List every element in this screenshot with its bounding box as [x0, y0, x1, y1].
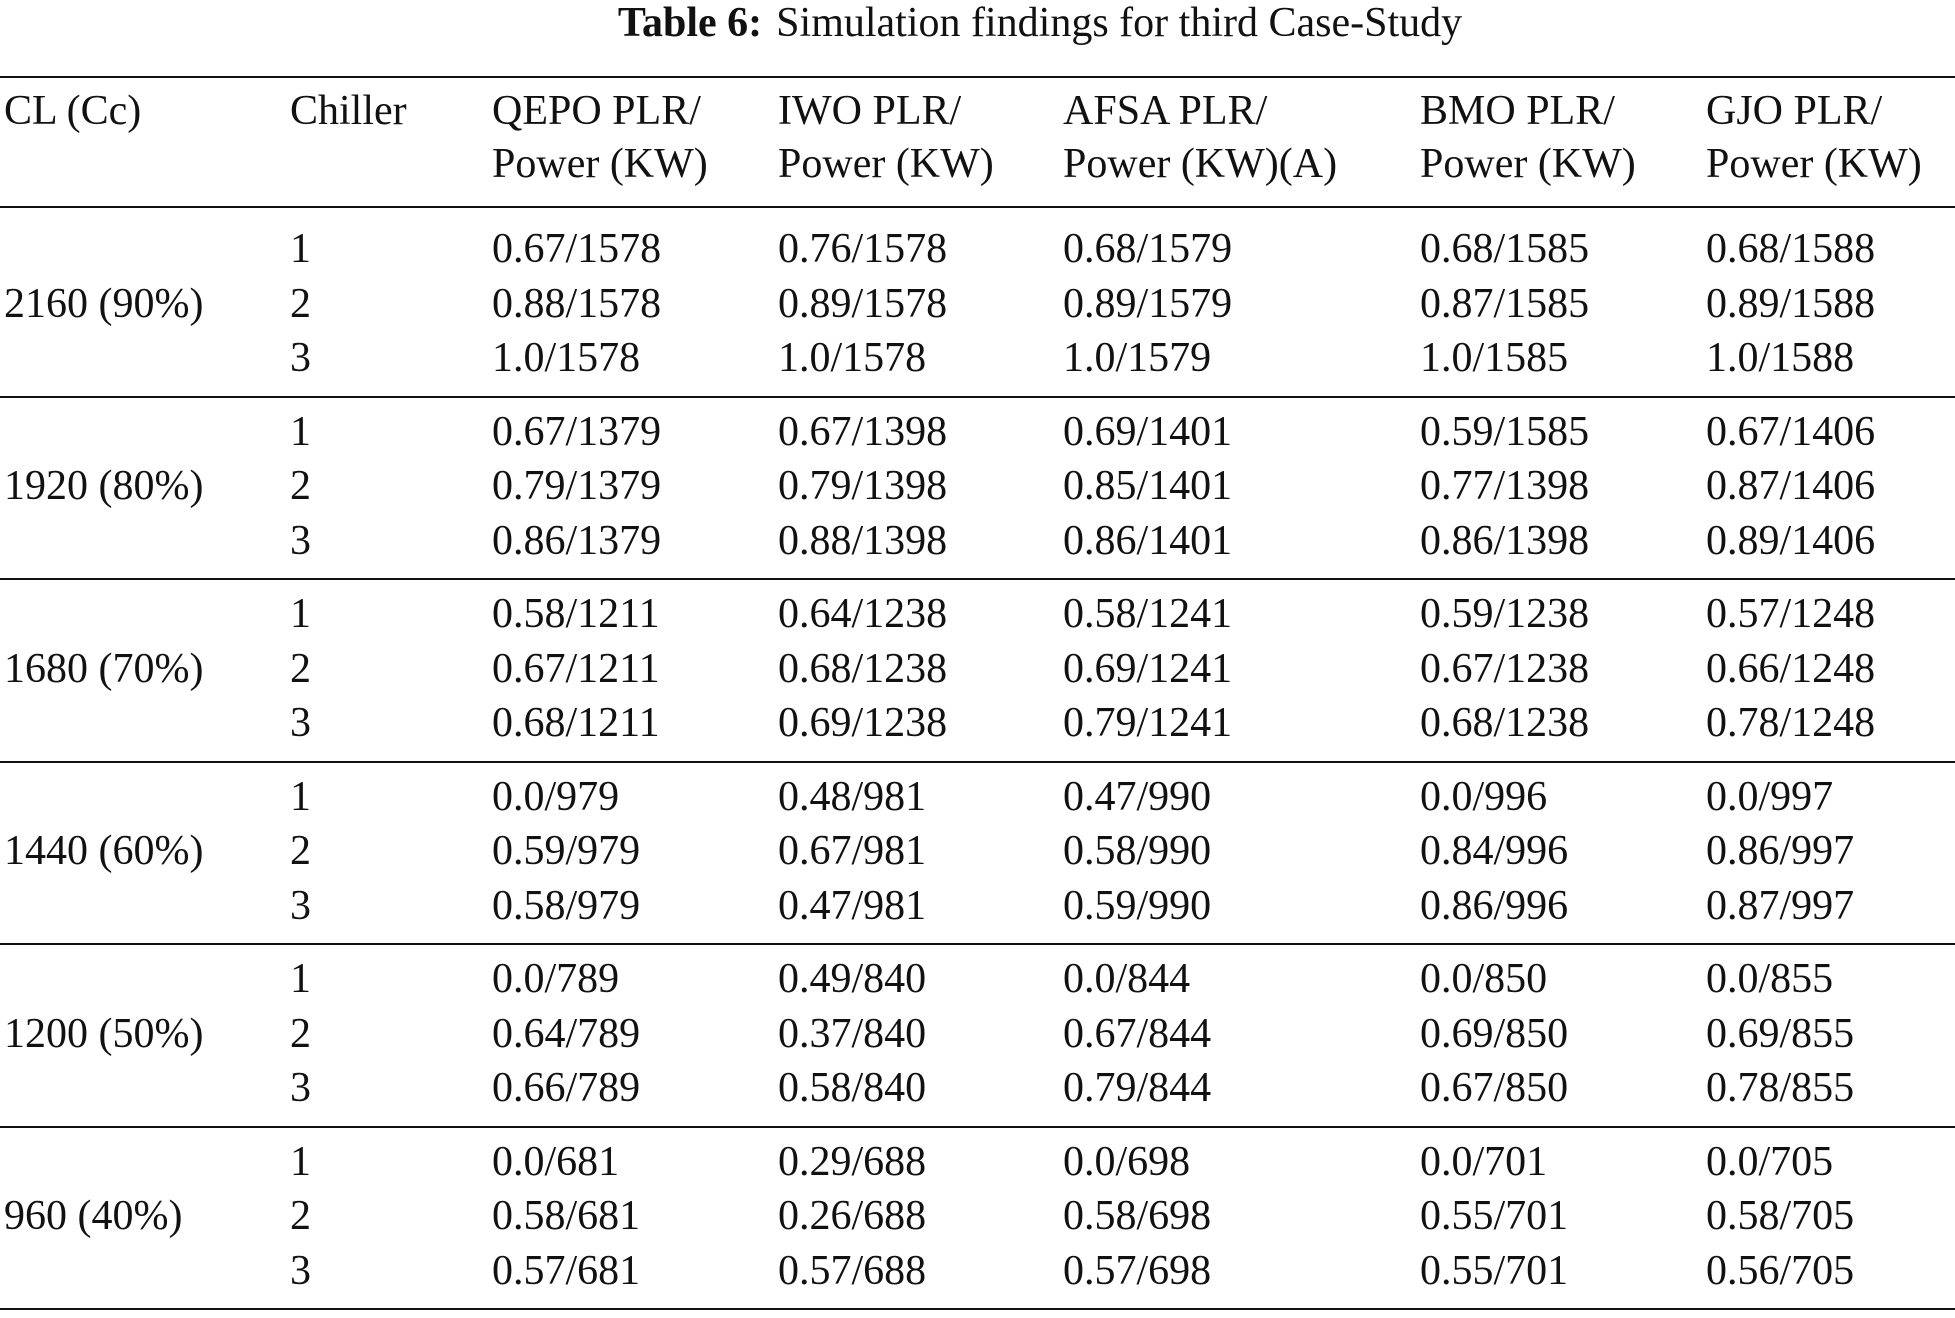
- plr-power-cell: 0.68/1585: [1420, 226, 1590, 272]
- plr-power-cell: 0.58/681: [492, 1193, 641, 1239]
- group-separator-rule: [0, 578, 1955, 580]
- column-header-2: QEPO PLR/: [492, 88, 701, 134]
- group-separator-rule: [0, 396, 1955, 398]
- plr-power-cell: 0.79/1398: [778, 463, 948, 509]
- column-header-6: GJO PLR/: [1706, 88, 1883, 134]
- plr-power-cell: 0.58/698: [1063, 1193, 1212, 1239]
- plr-power-cell: 0.47/981: [778, 882, 927, 929]
- plr-power-cell: 0.37/840: [778, 1010, 927, 1057]
- chiller-number-cell: 1: [290, 226, 311, 272]
- column-header-1: Chiller: [290, 88, 407, 134]
- plr-power-cell: 0.87/1585: [1420, 280, 1590, 327]
- plr-power-cell: 0.68/1238: [778, 645, 948, 692]
- plr-power-cell: 0.77/1398: [1420, 463, 1590, 509]
- plr-power-cell: 0.56/705: [1706, 1247, 1855, 1294]
- plr-power-cell: 0.67/981: [778, 828, 927, 874]
- plr-power-cell: 0.67/1578: [492, 226, 662, 272]
- plr-power-cell: 0.49/840: [778, 956, 927, 1002]
- plr-power-cell: 0.89/1578: [778, 280, 948, 327]
- plr-power-cell: 0.67/844: [1063, 1010, 1212, 1057]
- plr-power-cell: 0.57/688: [778, 1247, 927, 1294]
- plr-power-cell: 0.67/850: [1420, 1065, 1569, 1111]
- plr-power-cell: 0.57/698: [1063, 1247, 1212, 1294]
- plr-power-cell: 0.58/1211: [492, 591, 660, 637]
- chiller-number-cell: 3: [290, 517, 311, 564]
- plr-power-cell: 0.68/1579: [1063, 226, 1233, 272]
- plr-power-cell: 0.0/855: [1706, 956, 1834, 1002]
- group-separator-rule: [0, 761, 1955, 763]
- chiller-number-cell: 2: [290, 1010, 311, 1057]
- plr-power-cell: 0.67/1211: [492, 645, 660, 692]
- plr-power-cell: 0.0/850: [1420, 956, 1548, 1002]
- chiller-number-cell: 2: [290, 463, 311, 509]
- chiller-number-cell: 2: [290, 828, 311, 874]
- plr-power-cell: 0.89/1406: [1706, 517, 1876, 564]
- plr-power-cell: 0.58/979: [492, 882, 641, 929]
- caption-text: Simulation findings for third Case-Study: [776, 0, 1463, 46]
- plr-power-cell: 0.86/997: [1706, 828, 1855, 874]
- column-header-4: AFSA PLR/: [1063, 88, 1268, 134]
- plr-power-cell: 0.66/789: [492, 1065, 641, 1111]
- table-top-rule: [0, 76, 1955, 78]
- plr-power-cell: 0.78/855: [1706, 1065, 1855, 1111]
- column-header-6-line2: Power (KW): [1706, 141, 1922, 187]
- plr-power-cell: 0.68/1211: [492, 700, 660, 746]
- plr-power-cell: 1.0/1588: [1706, 335, 1855, 381]
- column-header-3: IWO PLR/: [778, 88, 962, 134]
- plr-power-cell: 0.57/1248: [1706, 591, 1876, 637]
- plr-power-cell: 0.55/701: [1420, 1247, 1569, 1294]
- plr-power-cell: 0.59/990: [1063, 882, 1212, 929]
- plr-power-cell: 0.58/990: [1063, 828, 1212, 874]
- column-header-5: BMO PLR/: [1420, 88, 1615, 134]
- chiller-number-cell: 2: [290, 1193, 311, 1239]
- chiller-number-cell: 1: [290, 956, 311, 1002]
- plr-power-cell: 0.67/1238: [1420, 645, 1590, 692]
- chiller-number-cell: 1: [290, 591, 311, 637]
- plr-power-cell: 0.0/844: [1063, 956, 1191, 1002]
- plr-power-cell: 0.79/1379: [492, 463, 662, 509]
- plr-power-cell: 0.59/979: [492, 828, 641, 874]
- group-separator-rule: [0, 1126, 1955, 1128]
- plr-power-cell: 0.59/1238: [1420, 591, 1590, 637]
- plr-power-cell: 0.86/996: [1420, 882, 1569, 929]
- plr-power-cell: 0.68/1238: [1420, 700, 1590, 746]
- column-header-0: CL (Cc): [4, 88, 142, 134]
- plr-power-cell: 0.84/996: [1420, 828, 1569, 874]
- plr-power-cell: 0.86/1379: [492, 517, 662, 564]
- plr-power-cell: 1.0/1579: [1063, 335, 1212, 381]
- plr-power-cell: 0.88/1398: [778, 517, 948, 564]
- plr-power-cell: 0.67/1406: [1706, 408, 1876, 455]
- plr-power-cell: 0.58/1241: [1063, 591, 1233, 637]
- plr-power-cell: 0.0/789: [492, 956, 620, 1002]
- plr-power-cell: 1.0/1578: [492, 335, 641, 381]
- plr-power-cell: 0.64/789: [492, 1010, 641, 1057]
- plr-power-cell: 0.26/688: [778, 1193, 927, 1239]
- plr-power-cell: 0.87/1406: [1706, 463, 1876, 509]
- chiller-number-cell: 3: [290, 1065, 311, 1111]
- plr-power-cell: 0.58/705: [1706, 1193, 1855, 1239]
- plr-power-cell: 0.68/1588: [1706, 226, 1876, 272]
- plr-power-cell: 0.47/990: [1063, 773, 1212, 820]
- plr-power-cell: 0.76/1578: [778, 226, 948, 272]
- plr-power-cell: 0.69/1238: [778, 700, 948, 746]
- chiller-number-cell: 3: [290, 882, 311, 929]
- chiller-number-cell: 1: [290, 1138, 311, 1185]
- chiller-number-cell: 2: [290, 645, 311, 692]
- plr-power-cell: 0.69/855: [1706, 1010, 1855, 1057]
- chiller-number-cell: 1: [290, 408, 311, 455]
- group-separator-rule: [0, 943, 1955, 945]
- plr-power-cell: 0.29/688: [778, 1138, 927, 1185]
- cooling-load-cell: 960 (40%): [4, 1193, 183, 1239]
- plr-power-cell: 0.0/996: [1420, 773, 1548, 820]
- plr-power-cell: 0.79/1241: [1063, 700, 1233, 746]
- plr-power-cell: 0.67/1379: [492, 408, 662, 455]
- plr-power-cell: 0.48/981: [778, 773, 927, 820]
- plr-power-cell: 0.0/681: [492, 1138, 620, 1185]
- plr-power-cell: 0.69/850: [1420, 1010, 1569, 1057]
- plr-power-cell: 1.0/1578: [778, 335, 927, 381]
- plr-power-cell: 0.0/705: [1706, 1138, 1834, 1185]
- column-header-3-line2: Power (KW): [778, 141, 994, 187]
- plr-power-cell: 0.64/1238: [778, 591, 948, 637]
- chiller-number-cell: 3: [290, 700, 311, 746]
- cooling-load-cell: 1440 (60%): [4, 828, 204, 874]
- chiller-number-cell: 1: [290, 773, 311, 820]
- column-header-5-line2: Power (KW): [1420, 141, 1636, 187]
- plr-power-cell: 0.89/1579: [1063, 280, 1233, 327]
- plr-power-cell: 0.0/997: [1706, 773, 1834, 820]
- cooling-load-cell: 1920 (80%): [4, 463, 204, 509]
- chiller-number-cell: 3: [290, 335, 311, 381]
- plr-power-cell: 0.0/701: [1420, 1138, 1548, 1185]
- plr-power-cell: 0.0/698: [1063, 1138, 1191, 1185]
- plr-power-cell: 0.79/844: [1063, 1065, 1212, 1111]
- cooling-load-cell: 1200 (50%): [4, 1010, 204, 1057]
- plr-power-cell: 0.85/1401: [1063, 463, 1233, 509]
- plr-power-cell: 0.86/1401: [1063, 517, 1233, 564]
- cooling-load-cell: 2160 (90%): [4, 280, 204, 327]
- plr-power-cell: 1.0/1585: [1420, 335, 1569, 381]
- plr-power-cell: 0.55/701: [1420, 1193, 1569, 1239]
- plr-power-cell: 0.57/681: [492, 1247, 641, 1294]
- group-separator-rule: [0, 1308, 1955, 1310]
- caption-label: Table 6:: [617, 0, 763, 46]
- plr-power-cell: 0.67/1398: [778, 408, 948, 455]
- column-header-2-line2: Power (KW): [492, 141, 708, 187]
- plr-power-cell: 0.78/1248: [1706, 700, 1876, 746]
- chiller-number-cell: 3: [290, 1247, 311, 1294]
- plr-power-cell: 0.69/1241: [1063, 645, 1233, 692]
- plr-power-cell: 0.58/840: [778, 1065, 927, 1111]
- plr-power-cell: 0.59/1585: [1420, 408, 1590, 455]
- plr-power-cell: 0.88/1578: [492, 280, 662, 327]
- plr-power-cell: 0.69/1401: [1063, 408, 1233, 455]
- cooling-load-cell: 1680 (70%): [4, 645, 204, 692]
- table-caption: [0, 0, 1955, 46]
- plr-power-cell: 0.86/1398: [1420, 517, 1590, 564]
- plr-power-cell: 0.66/1248: [1706, 645, 1876, 692]
- column-header-4-line2: Power (KW)(A): [1063, 141, 1338, 187]
- chiller-number-cell: 2: [290, 280, 311, 327]
- plr-power-cell: 0.87/997: [1706, 882, 1855, 929]
- plr-power-cell: 0.0/979: [492, 773, 620, 820]
- table-header-rule: [0, 206, 1955, 208]
- plr-power-cell: 0.89/1588: [1706, 280, 1876, 327]
